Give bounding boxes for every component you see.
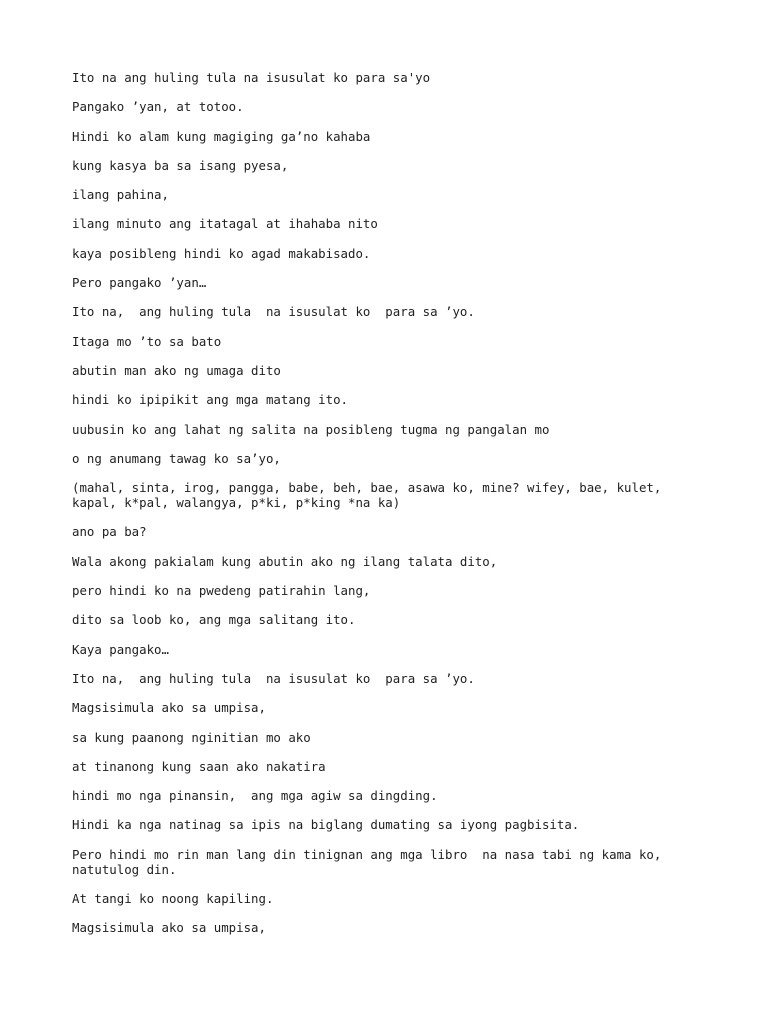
text-line: Ito na ang huling tula na isusulat ko para sa'yo — [72, 70, 431, 85]
text-line: hindi ko ipipikit ang mga matang ito. — [72, 392, 349, 408]
text-line: At tangi ko noong kapiling. — [72, 891, 274, 907]
text-line: dito sa loob ko, ang mga salitang ito. — [72, 612, 356, 628]
text-line: Wala akong pakialam kung abutin ako ng ilang talata dito, — [72, 553, 498, 569]
text-line: Magsisimula ako sa umpisa, — [72, 920, 266, 936]
text-line: ilang pahina, — [72, 187, 169, 203]
text-line: (mahal, sinta, irog, pangga, babe, beh, bae, asawa ko, mine? wifey, bae, kulet, kapal, k*pal, walangya, p*ki, p*king *na ka) — [72, 480, 669, 511]
text-line: kung kasya ba sa isang pyesa, — [72, 157, 289, 173]
text-line: Ito na, ang huling tula na isusulat ko para sa ’yo. — [72, 304, 475, 320]
text-line: ano pa ba? — [72, 524, 147, 540]
text-line: Hindi ka nga natinag sa ipis na biglang dumating sa iyong pagbisita. — [72, 817, 580, 833]
text-line: uubusin ko ang lahat ng salita na posibleng tugma ng pangalan mo — [72, 421, 550, 437]
text-line: Pero pangako ’yan… — [72, 275, 207, 291]
text-line: Hindi ko alam kung magiging ga’no kahaba — [72, 128, 371, 144]
text-line: at tinanong kung saan ako nakatira — [72, 758, 326, 774]
text-line: o ng anumang tawag ko sa’yo, — [72, 450, 281, 466]
text-line: Pangako ’yan, at totoo. — [72, 99, 244, 115]
text-line: kaya posibleng hindi ko agad makabisado. — [72, 245, 371, 261]
text-line: Itaga mo ’to sa bato — [72, 333, 222, 349]
text-line: Pero hindi mo rin man lang din tinignan ang mga libro na nasa tabi ng kama ko, natutulog din. — [72, 846, 669, 877]
text-line: ilang minuto ang itatagal at ihahaba nito — [72, 216, 378, 232]
document-page — [72, 70, 692, 950]
text-line: sa kung paanong nginitian mo ako — [72, 729, 311, 745]
text-line: hindi mo nga pinansin, ang mga agiw sa dingding. — [72, 788, 438, 804]
text-line: abutin man ako ng umaga dito — [72, 362, 281, 378]
text-line: Ito na, ang huling tula na isusulat ko para sa ’yo. — [72, 670, 475, 686]
text-line: Kaya pangako… — [72, 641, 169, 657]
text-line: pero hindi ko na pwedeng patirahin lang, — [72, 583, 371, 599]
text-line: Magsisimula ako sa umpisa, — [72, 700, 266, 716]
